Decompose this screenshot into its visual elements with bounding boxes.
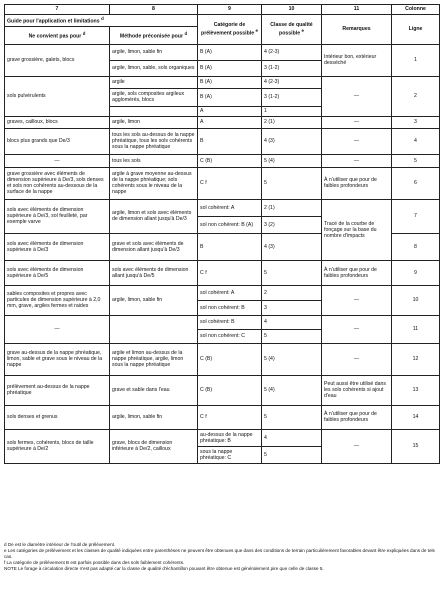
cell-category: B (198, 128, 262, 154)
cell-quality: 5 (4) (262, 375, 322, 405)
cell-category: sol non cohérent: B (A) (198, 216, 262, 233)
col-colonne-label: Colonne (392, 5, 440, 15)
cell-method: argile, limon, sable fin (110, 405, 198, 429)
footnotes (4, 542, 439, 572)
cell-not-suitable: sables composites et propres avec particules de dimension supérieure à 2,0 mm, grave, argiles fermes et raides (5, 285, 110, 315)
cell-line-number: 6 (392, 167, 440, 199)
table-row (5, 116, 440, 128)
cell-quality: 2 (1) (262, 116, 322, 128)
column-number-row (5, 5, 440, 15)
cell-line-number: 13 (392, 375, 440, 405)
cell-quality: 3 (262, 300, 322, 315)
cell-remarks: À n'utiliser que pour de faibles profondeurs (322, 167, 392, 199)
cell-line-number: 8 (392, 233, 440, 260)
quality-header: Classe de qualité possible $^e$ (262, 15, 322, 45)
cell-line-number: 2 (392, 76, 440, 116)
cell-method: argile, limon, sable, sols organiques (110, 60, 198, 76)
cell-category: sol cohérent: A (198, 199, 262, 216)
cell-quality: 5 (4) (262, 343, 322, 375)
cell-quality: 2 (262, 285, 322, 300)
cell-method: tous les sols au-dessus de la nappe phréatique, tous les sols cohérents sous la nappe phréatique (110, 128, 198, 154)
cell-line-number: 14 (392, 405, 440, 429)
cell-line-number: 12 (392, 343, 440, 375)
cell-method: argile, limon (110, 116, 198, 128)
table-row (5, 343, 440, 375)
col-11-number: 11 (322, 5, 392, 15)
cell-remarks: À n'utiliser que pour de faibles profondeurs (322, 405, 392, 429)
cell-method: argile à grave moyenne au-dessus de la nappe phréatique; sols cohérents sous le niveau de la nappe (110, 167, 198, 199)
cell-category: B (A) (198, 44, 262, 60)
cell-quality: 5 (4) (262, 154, 322, 167)
cell-not-suitable: sols fermes, cohérents, blocs de taille supérieure à De/2 (5, 429, 110, 463)
cell-quality: 4 (3) (262, 233, 322, 260)
cell-line-number: 7 (392, 199, 440, 233)
cell-remarks: — (322, 285, 392, 315)
remarks-header: Remarques (322, 15, 392, 45)
cell-not-suitable: grave au-dessus de la nappe phréatique, limon, sable et grave sous le niveau de la nappe (5, 343, 110, 375)
table-row (5, 44, 440, 60)
col-10-number: 10 (262, 5, 322, 15)
cell-not-suitable: sols avec éléments de dimension supérieure à De/3, sol feuilleté, par exemple varve (5, 199, 110, 233)
cell-method: argile, limon et sols avec éléments de dimension allant jusqu'à De/3 (110, 199, 198, 233)
cell-not-suitable: sols avec éléments de dimension supérieure à De/5 (5, 260, 110, 285)
cell-quality: 1 (262, 106, 322, 116)
cell-quality: 2 (1) (262, 199, 322, 216)
cell-method: argile et limon au-dessus de la nappe phréatique, argile, limon sous la nappe phréatique (110, 343, 198, 375)
category-header: Catégorie de prélèvement possible $^e$ (198, 15, 262, 45)
cell-category: B (A) (198, 88, 262, 106)
col-7-number: 7 (5, 5, 110, 15)
cell-remarks: Peut aussi être utilisé dans les sols cohérents si ajout d'eau (322, 375, 392, 405)
line-header: Ligne (392, 15, 440, 45)
cell-category: C f (198, 260, 262, 285)
table-row (5, 154, 440, 167)
group-header: Guide pour l'application et limitations $^d$ (5, 15, 198, 27)
cell-category: sol non cohérent: B (198, 300, 262, 315)
cell-method: argile, limon, sable fin (110, 285, 198, 315)
cell-method: grave et sols avec éléments de dimension allant jusqu'à De/3 (110, 233, 198, 260)
cell-not-suitable: grave grossière avec éléments de dimension supérieure à De/3, sols denses et sols non cohérents au-dessous de la surface de la nappe (5, 167, 110, 199)
table-row (5, 285, 440, 300)
cell-not-suitable: sols denses et grenus (5, 405, 110, 429)
cell-category: C (B) (198, 154, 262, 167)
table-row (5, 429, 440, 446)
cell-category: sol cohérent: B (198, 315, 262, 329)
footnote-d: d De est le diamètre intérieur de l'outil de prélèvement. (4, 542, 116, 547)
table-row (5, 76, 440, 88)
cell-quality: 4 (3) (262, 128, 322, 154)
cell-not-suitable: graves, cailloux, blocs (5, 116, 110, 128)
cell-quality: 5 (262, 405, 322, 429)
table-row (5, 199, 440, 216)
cell-remarks: — (322, 116, 392, 128)
cell-line-number: 5 (392, 154, 440, 167)
cell-remarks: — (322, 76, 392, 116)
cell-quality: 5 (262, 167, 322, 199)
cell-quality: 3 (1-2) (262, 88, 322, 106)
cell-not-suitable: — (5, 154, 110, 167)
cell-category: A (198, 106, 262, 116)
cell-not-suitable: — (5, 315, 110, 343)
cell-line-number: 10 (392, 285, 440, 315)
cell-remarks: Intérieur bon, extérieur desséché (322, 44, 392, 76)
table-row (5, 260, 440, 285)
cell-not-suitable: grave grossière, galets, blocs (5, 44, 110, 76)
document-table-container (4, 4, 439, 464)
cell-remarks: — (322, 343, 392, 375)
table-row (5, 375, 440, 405)
cell-category: sol cohérent: A (198, 285, 262, 300)
cell-remarks: — (322, 315, 392, 343)
col-9-number: 9 (198, 5, 262, 15)
cell-method: grave et sable dans l'eau (110, 375, 198, 405)
cell-not-suitable: sols avec éléments de dimension supérieure à De/3 (5, 233, 110, 260)
cell-remarks: — (322, 429, 392, 463)
cell-not-suitable: sols pulvérulents (5, 76, 110, 116)
cell-method: tous les sols (110, 154, 198, 167)
col-8-number: 8 (110, 5, 198, 15)
cell-category: sous la nappe phréatique: C (198, 446, 262, 463)
table-row (5, 405, 440, 429)
cell-category: B (A) (198, 60, 262, 76)
cell-method (110, 106, 198, 116)
cell-quality: 4 (2-3) (262, 44, 322, 60)
cell-category: C (B) (198, 343, 262, 375)
cell-line-number: 3 (392, 116, 440, 128)
footnote-f: f La catégorie de prélèvement B est parfois possible dans des sols faiblement cohérents. (4, 559, 185, 565)
not-suitable-header: Ne convient pas pour $^d$ (5, 26, 110, 44)
cell-remarks: À n'utiliser que pour de faibles profondeurs (322, 260, 392, 285)
note-text: NOTE Le forage à circulation directe n'est pas adapté car la classe de qualité d'échantillon pouvant être obtenue est généralement pire que celle de classe 5. (4, 566, 324, 572)
cell-quality: 3 (2) (262, 216, 322, 233)
cell-not-suitable: prélèvement au-dessus de la nappe phréatique (5, 375, 110, 405)
cell-method: grave, blocs de dimension inférieure à De/2, cailloux (110, 429, 198, 463)
cell-method: argile, limon, sable fin (110, 44, 198, 60)
cell-category: sol non cohérent: C (198, 329, 262, 343)
cell-category: B (A) (198, 76, 262, 88)
cell-line-number: 15 (392, 429, 440, 463)
cell-quality: 5 (262, 446, 322, 463)
cell-quality: 4 (2-3) (262, 76, 322, 88)
table-row (5, 315, 440, 329)
cell-line-number: 4 (392, 128, 440, 154)
table-row (5, 128, 440, 154)
cell-category: C (B) (198, 375, 262, 405)
cell-method: argile, sols composites argileux agglomérés, blocs (110, 88, 198, 106)
cell-line-number: 9 (392, 260, 440, 285)
cell-category: B (198, 233, 262, 260)
cell-not-suitable: blocs plus grands que De/3 (5, 128, 110, 154)
sampling-guide-table (4, 4, 440, 464)
cell-remarks: Tracé de la courbe de fonçage sur la base du nombre d'impacts (322, 199, 392, 260)
group-header-row (5, 15, 440, 27)
cell-method (110, 315, 198, 343)
cell-quality: 4 (262, 429, 322, 446)
method-header: Méthode préconisée pour $^d$ (110, 26, 198, 44)
cell-category: C f (198, 167, 262, 199)
cell-quality: 5 (262, 260, 322, 285)
cell-category: C f (198, 405, 262, 429)
cell-line-number: 11 (392, 315, 440, 343)
cell-method: argile (110, 76, 198, 88)
cell-category: au-dessus de la nappe phréatique: B (198, 429, 262, 446)
cell-quality: 5 (262, 329, 322, 343)
cell-quality: 4 (262, 315, 322, 329)
cell-remarks: — (322, 128, 392, 154)
cell-remarks: — (322, 154, 392, 167)
cell-category: A (198, 116, 262, 128)
footnote-e: e Les catégories de prélèvement et les classes de qualité indiquées entre parenthèses ne peuvent être obtenues que dans des conditions de terrain particulièrement favorables devant être expliquées dans de tels cas. (4, 548, 435, 559)
cell-line-number: 1 (392, 44, 440, 76)
cell-quality: 3 (1-2) (262, 60, 322, 76)
cell-method: sols avec éléments de dimension allant jusqu'à De/5 (110, 260, 198, 285)
table-row (5, 167, 440, 199)
